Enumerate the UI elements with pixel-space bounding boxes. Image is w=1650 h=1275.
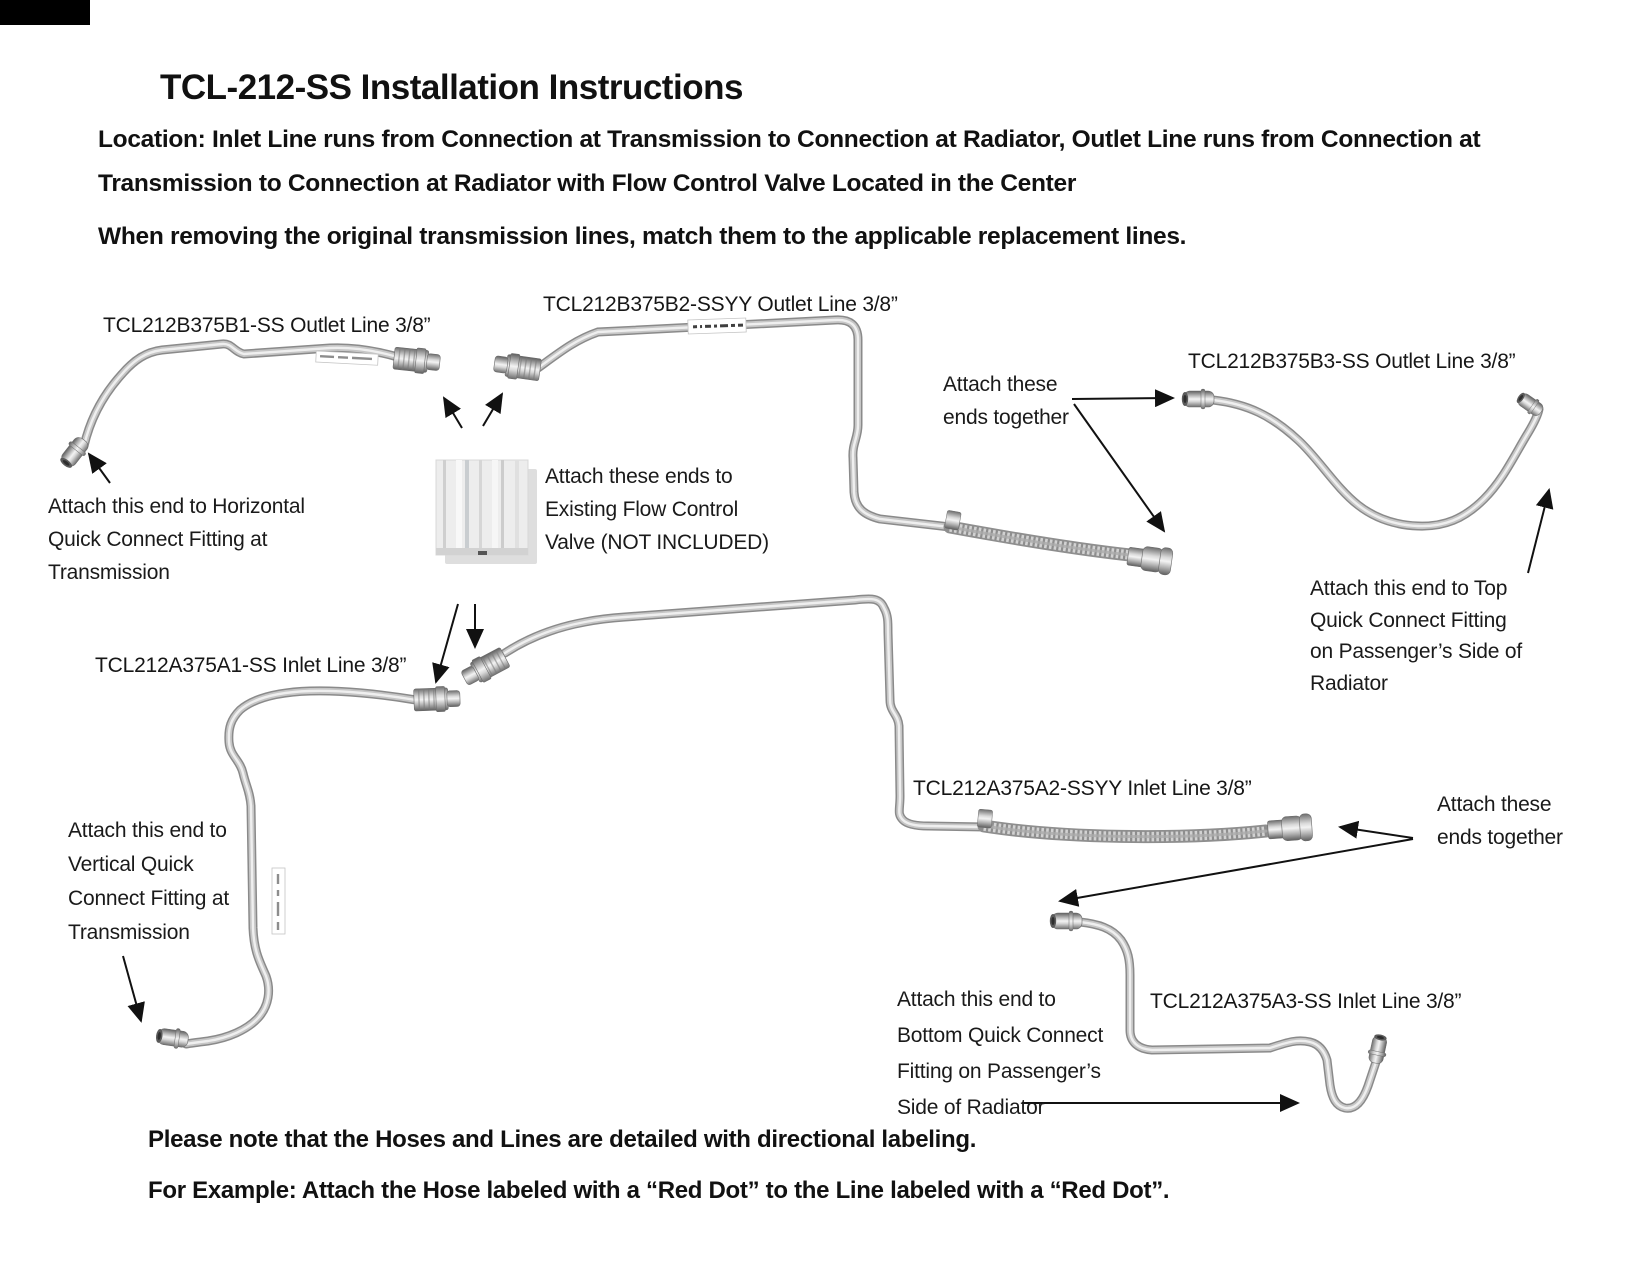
annotation-flow-control-valve [545, 460, 769, 559]
b2-part-sticker [688, 318, 746, 334]
annotation-line: Vertical Quick [68, 853, 194, 876]
annotation-line: Attach this end to Top [1310, 577, 1508, 600]
arrow-valve-to-b1 [444, 398, 462, 428]
a2-braided-hose [984, 826, 1266, 837]
arrow-together-to-a3 [1060, 839, 1413, 901]
footer-note-example: For Example: Attach the Hose labeled with a “Red Dot” to the Line labeled with a “Red Dot”. [148, 1177, 1170, 1204]
b2-flare-fitting [493, 351, 542, 382]
b2-braid-sleeve [944, 510, 961, 530]
page-title: TCL-212-SS Installation Instructions [160, 68, 743, 107]
arrow-together-to-a2-hose [1340, 827, 1413, 838]
annotation-line: Quick Connect Fitting [1310, 608, 1507, 632]
annotation-line: Attach these [943, 373, 1058, 396]
annotation-line: Bottom Quick Connect [897, 1024, 1104, 1047]
annotation-line: Fitting on Passenger’s [897, 1060, 1101, 1083]
arrow-a1-transmission-end [123, 956, 141, 1021]
annotation-line: Side of Radiator [897, 1096, 1045, 1119]
annotation-line: Attach this end to [68, 819, 227, 842]
part-label-b2: TCL212B375B2-SSYY Outlet Line 3/8” [543, 293, 898, 316]
annotation-line: Transmission [48, 561, 170, 584]
part-label-b1: TCL212B375B1-SS Outlet Line 3/8” [103, 314, 431, 337]
part-label-b3: TCL212B375B3-SS Outlet Line 3/8” [1188, 350, 1516, 373]
annotation-radiator-top [1310, 573, 1522, 699]
tube-a2-inlet-line [459, 599, 1313, 844]
annotation-radiator-bottom [897, 982, 1103, 1126]
location-paragraph-line2: Transmission to Connection at Radiator with Flow Control Valve Located in the Center [98, 170, 1077, 197]
part-label-a3: TCL212A375A3-SS Inlet Line 3/8” [1150, 990, 1462, 1013]
a2-braid-sleeve [977, 809, 993, 828]
a2-hose-connector [1267, 813, 1313, 843]
scan-corner-mark [0, 0, 90, 25]
annotation-line: Transmission [68, 921, 190, 944]
arrow-b1-transmission-end [89, 454, 110, 483]
footer-note-labeling: Please note that the Hoses and Lines are detailed with directional labeling. [148, 1126, 977, 1153]
part-label-a2: TCL212A375A2-SSYY Inlet Line 3/8” [913, 777, 1252, 800]
tube-b1-outlet-line [56, 344, 441, 472]
annotation-transmission-vertical [68, 814, 229, 950]
a3-quick-connect-tip [1050, 911, 1082, 931]
arrow-valve-to-b2 [483, 394, 502, 426]
annotation-line: Connect Fitting at [68, 887, 229, 910]
annotation-line: Existing Flow Control [545, 498, 739, 521]
annotation-attach-together-outlet [943, 368, 1069, 434]
arrow-b3-radiator-end [1528, 490, 1549, 573]
arrow-valve-to-a1 [436, 604, 458, 682]
annotation-line: Valve (NOT INCLUDED) [545, 531, 769, 554]
a1-part-sticker [272, 868, 285, 934]
arrow-together-to-b2-hose [1074, 404, 1164, 531]
a1-quick-connect-tip [155, 1026, 190, 1050]
b2-braided-hose [950, 527, 1130, 555]
annotation-line: Attach these ends to [545, 465, 733, 488]
annotation-attach-together-inlet [1437, 788, 1563, 854]
annotation-line: Radiator [1310, 671, 1388, 695]
annotation-line: ends together [943, 406, 1069, 429]
annotation-transmission-horizontal [48, 490, 305, 589]
annotation-line: Attach this end to [897, 988, 1056, 1011]
b2-hose-connector [1126, 543, 1173, 576]
annotation-line: ends together [1437, 826, 1563, 849]
b3-quick-connect-tip [1182, 389, 1214, 409]
a3-radiator-tip [1366, 1033, 1390, 1065]
annotation-line: Attach these [1437, 793, 1552, 816]
location-paragraph-line1: Location: Inlet Line runs from Connection at Transmission to Connection at Radiator, Outlet Line runs from Connection at [98, 126, 1481, 153]
part-label-a1: TCL212A375A1-SS Inlet Line 3/8” [95, 654, 407, 677]
annotation-line: on Passenger’s Side of [1310, 640, 1522, 663]
annotation-line: Attach this end to Horizontal [48, 495, 305, 518]
b1-flare-fitting [393, 346, 441, 376]
a1-flare-fitting [414, 686, 461, 713]
flow-control-valve-image [436, 460, 537, 564]
intro-paragraph: When removing the original transmission lines, match them to the applicable replacement lines. [98, 223, 1187, 250]
tube-b3-outlet-line [1182, 389, 1546, 526]
annotation-line: Quick Connect Fitting at [48, 528, 268, 551]
arrow-together-to-b3 [1072, 398, 1173, 399]
